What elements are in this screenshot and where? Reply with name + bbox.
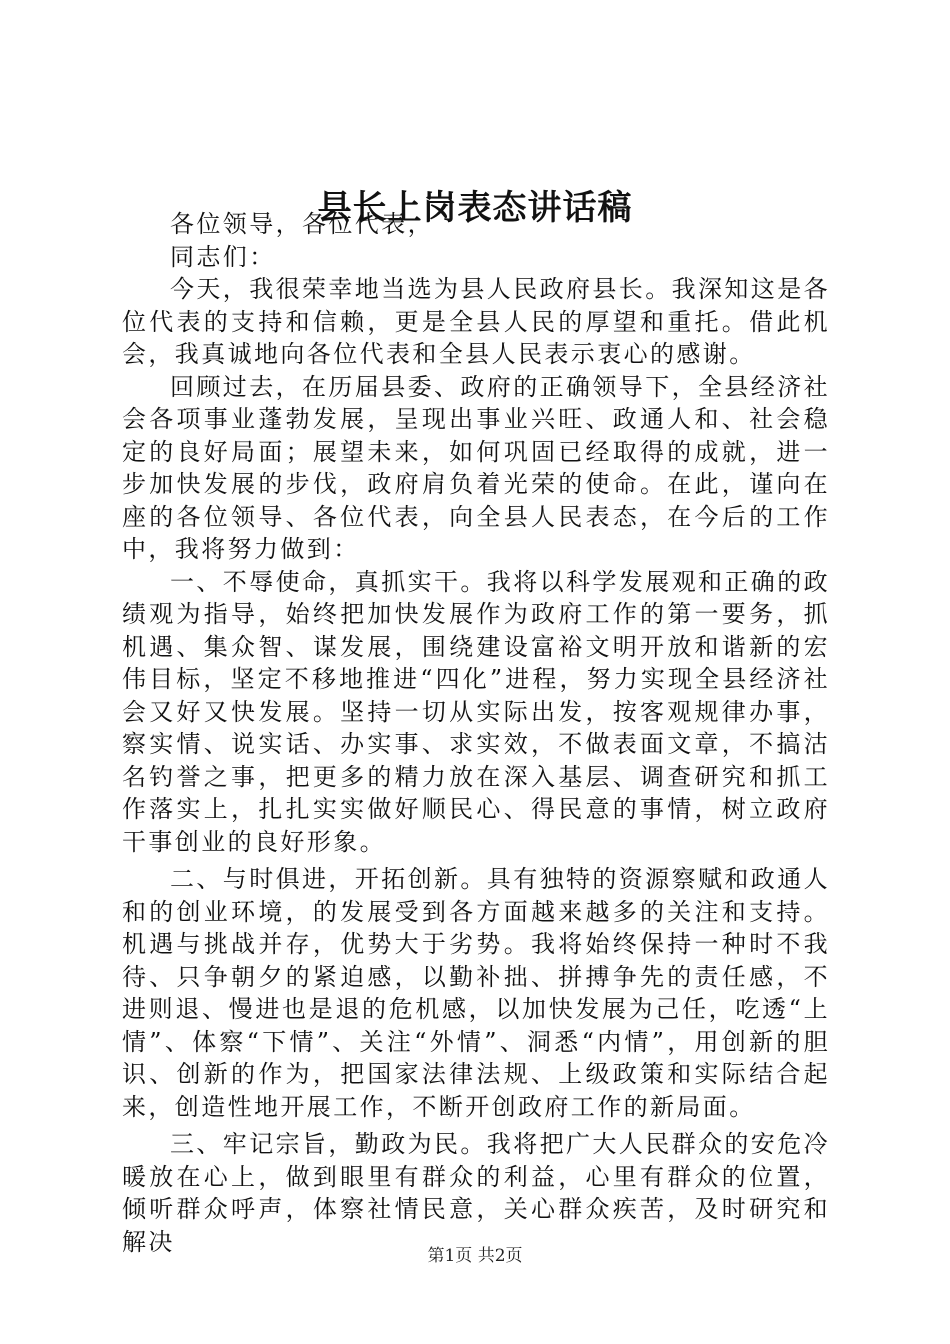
- salutation-line-1: 各位领导，各位代表，: [170, 210, 434, 238]
- document-body: [122, 208, 830, 1258]
- paragraph-review: 回顾过去，在历届县委、政府的正确领导下，全县经济社会各项事业蓬勃发展，呈现出事业兴旺、政通人和、社会稳定的良好局面；展望未来，如何巩固已经取得的成就，进一步加快发展的步伐，政府肩负着光荣的使命。在此，谨向在座的各位领导、各位代表，向全县人民表态，在今后的工作中，我将努力做到：: [122, 372, 830, 563]
- page-number-footer: 第1页 共2页: [427, 1246, 523, 1266]
- paragraph-point-1: 一、不辱使命，真抓实干。我将以科学发展观和正确的政绩观为指导，始终把加快发展作为政府工作的第一要务，抓机遇、集众智、谋发展，围绕建设富裕文明开放和谐新的宏伟目标，坚定不移地推进“四化”进程，努力实现全县经济社会又好又快发展。坚持一切从实际出发，按客观规律办事，察实情、说实话、办实事、求实效，不做表面文章，不搞沽名钓誉之事，把更多的精力放在深入基层、调查研究和抓工作落实上，扎扎实实做好顺民心、得民意的事情，树立政府干事创业的良好形象。: [122, 567, 830, 856]
- paragraph-point-2: 二、与时俱进，开拓创新。具有独特的资源察赋和政通人和的创业环境，的发展受到各方面越来越多的关注和支持。机遇与挑战并存，优势大于劣势。我将始终保持一种时不我待、只争朝夕的紧迫感，以勤补拙、拼搏争先的责任感，不进则退、慢进也是退的危机感，以加快发展为己任，吃透“上情”、体察“下情”、关注“外情”、洞悉“内情”，用创新的胆识、创新的作为，把国家法律法规、上级政策和实际结合起来，创造性地开展工作，不断开创政府工作的新局面。: [122, 865, 830, 1121]
- paragraph-intro: 今天，我很荣幸地当选为县人民政府县长。我深知这是各位代表的支持和信赖，更是全县人民的厚望和重托。借此机会，我真诚地向各位代表和全县人民表示衷心的感谢。: [122, 275, 830, 368]
- paragraph-point-3: 三、牢记宗旨，勤政为民。我将把广大人民群众的安危冷暖放在心上，做到眼里有群众的利益，心里有群众的位置，倾听群众呼声，体察社情民意，关心群众疾苦，及时研究和解决: [122, 1130, 830, 1256]
- salutation-line-2: 同志们：: [170, 242, 276, 271]
- document-title: 县长上岗表态讲话稿: [317, 188, 633, 228]
